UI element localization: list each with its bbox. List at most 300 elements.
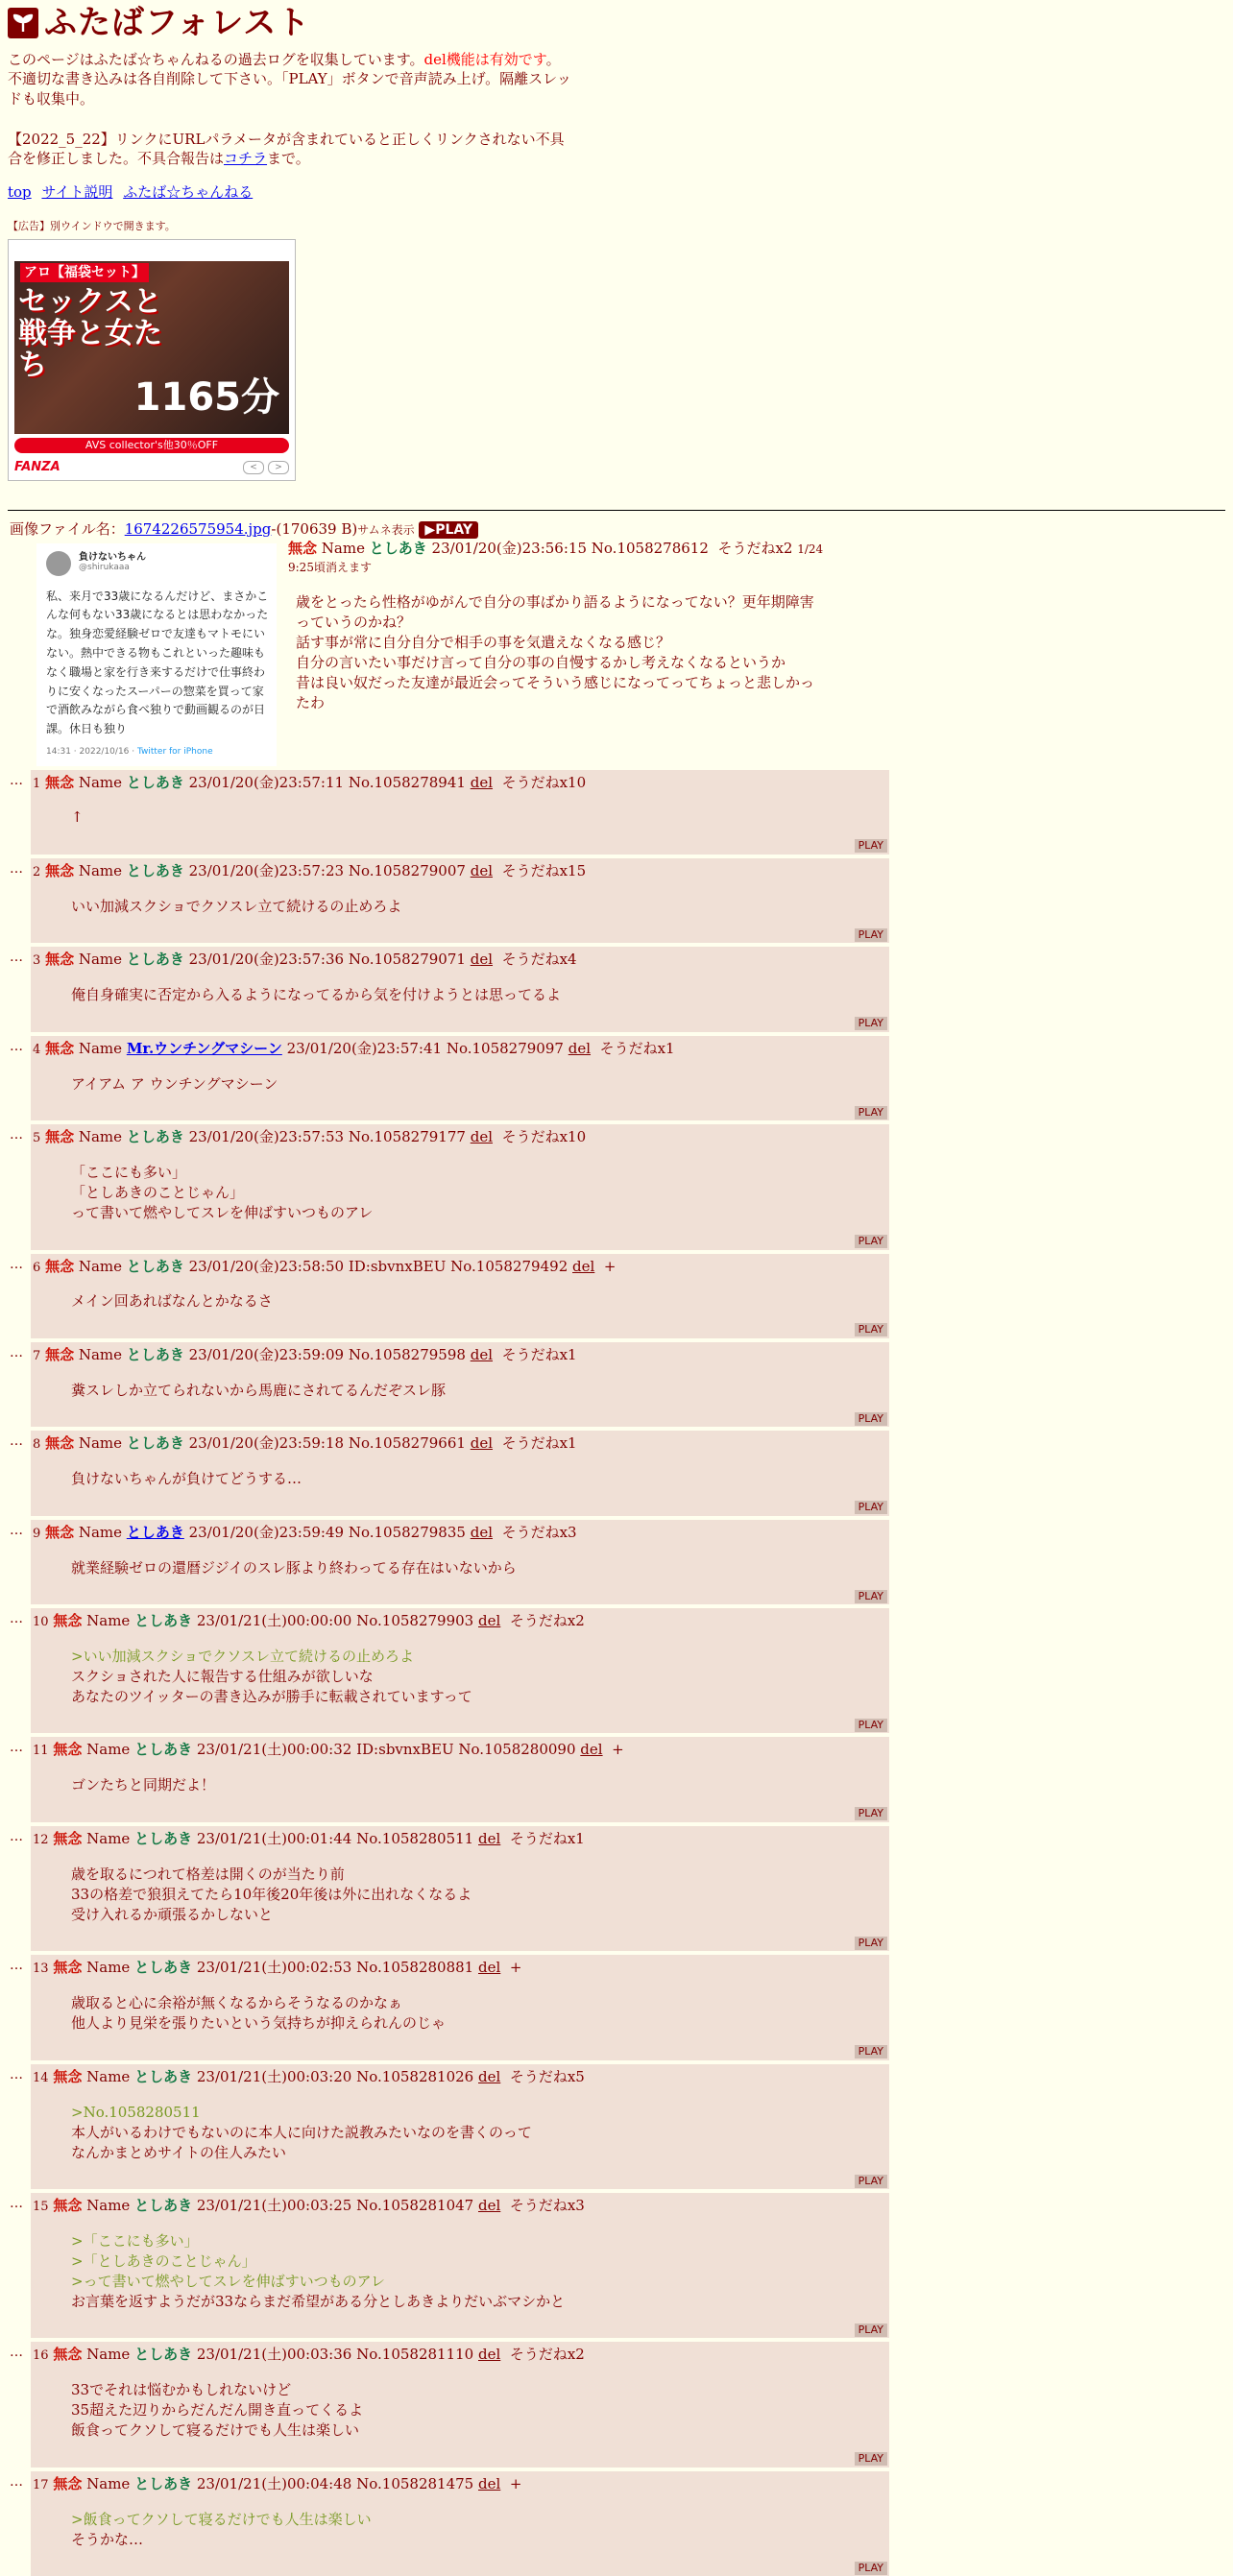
op-text [296,592,824,713]
reply-header [33,1258,887,1277]
reply-post [31,2342,889,2467]
reply-dots: … [10,1256,23,1272]
reply-subject: 無念 [53,1829,83,1847]
reply-post-number: No.1058279007 [348,861,466,879]
reply-number: 8 [33,1437,41,1453]
reply-name-label: Name [86,1959,131,1977]
reply-post [31,1608,889,1733]
reply-subject: 無念 [53,2197,83,2215]
reply-dots: … [10,1344,23,1360]
reply-dots: … [10,1611,23,1627]
play-button[interactable]: PLAY [855,1719,887,1732]
reply-post [31,770,889,855]
tweet-footer [46,747,213,758]
sodane-button[interactable]: + [612,1741,624,1759]
reply-post [31,2471,889,2576]
play-button[interactable]: PLAY [855,1323,887,1336]
reply-number: 17 [33,2477,49,2492]
reply-post [31,1955,889,2059]
reply-subject: 無念 [53,2474,83,2492]
reply-number: 6 [33,1260,41,1275]
reply-line: ↑ [71,808,84,827]
reply-name-label: Name [86,1829,131,1847]
reply-dots: … [10,2066,23,2082]
reply-name: としあき [134,2474,193,2492]
sodane-button[interactable]: そうだねx4 [501,951,577,969]
reply-body [71,1865,887,1925]
reply-date: 23/01/21(土)00:00:32 [196,1741,352,1759]
play-button[interactable]: PLAY [855,1106,887,1119]
reply-line: なんかまとめサイトの住人みたい [71,2143,286,2161]
reply-body [71,2380,887,2441]
quote-line: >「ここにも多い」 [71,2231,199,2250]
play-button[interactable]: PLAY [855,1937,887,1950]
reply-row [8,858,1225,943]
reply-play [33,1497,887,1516]
reply-number: 2 [33,864,41,879]
sodane-button[interactable]: そうだねx2 [509,2346,585,2364]
ad-banner[interactable] [8,239,296,481]
reply-dots: … [10,1740,23,1756]
op-thumbnail[interactable] [36,543,277,766]
reply-body [71,1775,887,1795]
sodane-button[interactable]: そうだねx1 [599,1039,675,1057]
reply-body [71,1163,887,1223]
reply-post [31,1124,889,1249]
reply-body [71,1647,887,1707]
sodane-button[interactable]: + [509,1959,522,1977]
reply-name: としあき [126,1257,184,1275]
reply-row [8,770,1225,855]
reply-name-label: Name [78,1128,123,1146]
nav-futaba-link[interactable]: ふたば☆ちゃんねる [123,183,254,202]
reply-name-label: Name [78,1345,123,1363]
reply-header [33,1830,887,1849]
reply-subject: 無念 [45,1345,75,1363]
reply-line: って書いて燃やしてスレを伸ばすいつものアレ [71,1204,374,1221]
reply-subject: 無念 [45,861,75,879]
reply-name-link[interactable]: Mr.ウンチングマシーン [126,1039,282,1057]
reply-header [33,1346,887,1365]
del-link[interactable]: del [478,2474,501,2492]
reply-row [8,2064,1225,2189]
reply-post [31,1254,889,1338]
reply-line: 飯食ってクソして寝るだけでも人生は楽しい [71,2421,360,2440]
reply-row [8,1124,1225,1249]
reply-line: 受け入れるか頑張るかしないと [71,1905,274,1923]
reply-post-number: No.1058279661 [348,1434,466,1453]
site-title[interactable]: ふたばフォレスト [44,3,311,42]
tweet-time: 14:31 · 2022/10/16 · [46,746,137,757]
reply-play [33,1408,887,1428]
reply-header [33,2475,887,2494]
del-link[interactable]: del [470,773,494,791]
reply-header [33,1040,887,1059]
reply-line: お言葉を返すようだが33ならまだ希望がある分としあきよりだいぶマシかと [71,2292,566,2310]
sodane-button[interactable]: そうだねx2 [509,1612,585,1630]
reply-name-label: Name [86,1612,131,1630]
reply-subject: 無念 [53,2346,83,2364]
reply-header [33,1612,887,1631]
play-button[interactable]: PLAY [855,2175,887,2188]
reply-body [71,1558,887,1578]
reply-play [33,1319,887,1338]
reply-header [33,2346,887,2365]
op-line: 話す事が常に自分自分で相手の事を気遣えなくなる感じ？ [296,633,671,651]
reply-name-link[interactable]: としあき [126,1523,184,1541]
del-link[interactable]: del [470,1523,494,1541]
reply-line: メイン回あればなんとかなるさ [71,1292,273,1311]
tweet-client: Twitter for iPhone [136,746,213,757]
del-link[interactable]: del [478,2346,501,2364]
del-link[interactable]: del [470,951,494,969]
reply-body [71,1291,887,1312]
reply-subject: 無念 [45,1434,75,1453]
del-link[interactable]: del [470,1434,494,1453]
reply-row [8,2471,1225,2576]
play-button[interactable]: PLAY [855,1235,887,1248]
reply-date: 23/01/20(金)23:57:11 [188,773,345,791]
reply-name-label: Name [78,951,123,969]
intro-text: このページはふたば☆ちゃんねるの過去ログを収集しています。 [8,51,424,68]
reply-post-number: No.1058281110 [356,2346,474,2364]
notice-text: 【2022_5_22】リンクにURLパラメータが含まれていると正しくリンクされない不具合を修正しました。不具合報告は [8,130,565,167]
reply-header [33,1524,887,1543]
del-link[interactable]: del [568,1039,592,1057]
del-link[interactable]: del [470,861,494,879]
del-link[interactable]: del [580,1741,603,1759]
reply-header [33,1128,887,1147]
reply-post-number: No.1058280090 [458,1741,576,1759]
tweet-handle: @shirukaaa [79,562,130,572]
reply-row [8,1520,1225,1604]
reply-number: 5 [33,1131,41,1146]
reply-date: 23/01/20(金)23:58:50 [188,1257,345,1275]
del-link[interactable]: del [470,1128,494,1146]
reply-post-number: No.1058278941 [348,773,466,791]
sodane-button[interactable]: そうだねx1 [509,1829,585,1847]
reply-date: 23/01/20(金)23:59:18 [188,1434,345,1453]
reply-line: 「ここにも多い」 [71,1164,187,1181]
op-post [8,540,1225,770]
reply-post [31,2193,889,2338]
play-button[interactable]: PLAY [855,2045,887,2058]
reply-dots: … [10,1522,23,1538]
op-sodane[interactable]: そうだねx2 [717,539,793,557]
reply-post [31,1520,889,1604]
reply-dots: … [10,2345,23,2361]
update-notice [8,130,574,169]
play-button[interactable]: PLAY [855,1590,887,1603]
reply-date: 23/01/20(金)23:59:49 [188,1523,345,1541]
reply-body [71,1381,887,1401]
reply-post-number: No.1058279177 [348,1128,466,1146]
reply-subject: 無念 [53,1741,83,1759]
del-enabled-note: del機能は有効です [423,51,546,68]
reply-name: としあき [126,1434,184,1453]
reply-body [71,807,887,828]
reply-header [33,774,887,793]
play-button[interactable]: PLAY [855,1412,887,1426]
reply-line: ゴンたちと同期だよ！ [71,1776,216,1794]
sodane-button[interactable]: そうだねx1 [501,1434,577,1453]
del-link[interactable]: del [478,1959,501,1977]
reply-name: としあき [134,1612,193,1630]
reply-name-label: Name [86,1741,131,1759]
reply-number: 10 [33,1615,49,1630]
ad-brand-logo: FANZA [14,460,60,475]
reply-post-number: No.1058279903 [356,1612,474,1630]
del-link[interactable]: del [478,2197,501,2215]
sodane-button[interactable]: そうだねx3 [509,2197,585,2215]
reply-line: 歳を取るにつれて格差は開くのが当たり前 [71,1865,345,1883]
sodane-button[interactable]: そうだねx3 [501,1523,577,1541]
del-link[interactable]: del [470,1345,494,1363]
op-body [288,540,826,713]
reply-row [8,2342,1225,2467]
file-link[interactable]: 1674226575954.jpg [124,520,272,539]
divider [8,510,1225,511]
reply-post-number: No.1058279071 [348,951,466,969]
reply-name: としあき [134,1829,193,1847]
quote-line: >「としあきのことじゃん」 [71,2251,256,2270]
ad-cta[interactable]: AVS collector's他30％OFF [14,438,289,453]
sodane-button[interactable]: + [603,1257,616,1275]
reply-header [33,1741,887,1760]
ad-prev-button[interactable]: < [243,461,264,474]
reply-subject: 無念 [45,773,75,791]
reply-play [33,2448,887,2468]
site-header [8,3,1225,42]
play-button[interactable]: PLAY [855,1501,887,1514]
reply-name: としあき [126,1345,184,1363]
reply-body [71,2231,887,2312]
reply-play [33,1231,887,1250]
reply-name: としあき [126,951,184,969]
reply-dots: … [10,1433,23,1450]
reply-row [8,1036,1225,1120]
reply-post-number: No.1058279598 [348,1345,466,1363]
reply-name-label: Name [78,1434,123,1453]
ad-carousel-nav [243,461,289,474]
sodane-button[interactable]: + [509,2474,522,2492]
reply-dots: … [10,1828,23,1844]
reply-post [31,947,889,1031]
op-play-button[interactable] [419,521,478,539]
reply-date: 23/01/21(土)00:01:44 [196,1829,352,1847]
nav-about-link[interactable]: サイト説明 [41,183,113,202]
reply-line: 歳取ると心に余裕が無くなるからそうなるのかなぁ [71,1994,403,2012]
del-link[interactable]: del [478,1829,501,1847]
reply-play [33,1933,887,1952]
reply-line: 「としあきのことじゃん」 [71,1184,245,1201]
reply-number: 14 [33,2070,49,2085]
reply-dots: … [10,860,23,877]
reply-line: 33の格差で狼狽えてたら10年後20年後は外に出れなくなるよ [71,1885,472,1903]
reply-subject: 無念 [53,2067,83,2085]
del-link[interactable]: del [478,2067,501,2085]
reply-play [33,1102,887,1121]
reply-post [31,1431,889,1515]
reply-subject: 無念 [45,1128,75,1146]
reply-row [8,1955,1225,2059]
reply-name: としあき [134,2346,193,2364]
tweet-text: 私、来月で33歳になるんだけど、まさかこんな何もない33歳になるとは思わなかったな。独身恋愛経験ゼロで友達もマトモにいない。熱中できる物もこれといった趣味もなく職場と家を行き来するだけで仕事終わりに安くなったスーパーの惣菜を買って家で酒飲みながら食べ独りで動画観るのが日課。休日も独り [46,589,269,736]
reply-play [33,835,887,855]
play-button[interactable]: PLAY [855,2452,887,2466]
op-header [288,540,826,577]
reply-number: 13 [33,1962,49,1977]
sodane-button[interactable]: そうだねx5 [509,2067,585,2085]
reply-subject: 無念 [45,1523,75,1541]
reply-body [71,985,887,1005]
reply-date: 23/01/20(金)23:57:36 [188,951,345,969]
reply-post-number: No.1058280511 [356,1829,474,1847]
intro-text-rest: 。不適切な書き込みは各自削除して下さい。「PLAY」ボタンで音声読み上げ。隔離スレッドも収集中。 [8,51,571,108]
reply-subject: 無念 [45,1039,75,1057]
play-button[interactable]: PLAY [855,2323,887,2337]
site-intro [8,50,574,108]
reply-row [8,1431,1225,1515]
reply-post-number: No.1058281475 [356,2474,474,2492]
reply-date: 23/01/20(金)23:57:23 [188,861,345,879]
reply-post-number: No.1058281047 [356,2197,474,2215]
reply-post [31,1342,889,1427]
reply-play [33,1586,887,1605]
reply-dots: … [10,2473,23,2490]
reply-name: としあき [126,1128,184,1146]
play-button[interactable]: PLAY [855,839,887,853]
reply-post-number: No.1058280881 [356,1959,474,1977]
reply-post-number: No.1058281026 [356,2067,474,2085]
reply-line: そうかな… [71,2530,144,2548]
reply-name-label: Name [78,1523,123,1541]
ad-image[interactable] [14,261,289,434]
thumb-toggle[interactable]: サムネ表示 [357,523,415,538]
ad-tag: アロ【福袋セット】 [20,263,149,282]
del-link[interactable]: del [572,1257,595,1275]
reply-line: 就業経験ゼロの還暦ジジイのスレ豚より終わってる存在はいないから [71,1558,517,1577]
play-button[interactable]: PLAY [855,928,887,942]
op-name-label: Name [321,539,365,557]
nav-top-link[interactable]: top [8,183,32,202]
avatar [46,551,71,576]
quote-line: >って書いて燃やしてスレを伸ばすいつものアレ [71,2272,385,2290]
reply-subject: 無念 [45,1257,75,1275]
reply-post-number: No.1058279835 [348,1523,466,1541]
reply-name: としあき [126,773,184,791]
sodane-button[interactable]: そうだねx15 [501,861,587,879]
reply-dots: … [10,1038,23,1054]
report-link[interactable]: コチラ [224,150,268,167]
reply-body [71,1993,887,2034]
op-number: No.1058278612 [591,539,709,557]
sodane-button[interactable]: そうだねx1 [501,1345,577,1363]
reply-name: としあき [126,861,184,879]
reply-name-label: Name [86,2067,131,2085]
reply-header [33,862,887,881]
reply-play [33,2171,887,2190]
reply-dots: … [10,2196,23,2212]
reply-post-number: No.1058279097 [446,1039,564,1057]
ad-minutes: 1165分 [133,375,279,421]
del-link[interactable]: del [478,1612,501,1630]
reply-line: 他人より見栄を張りたいという気持ちが抑えられんのじゃ [71,2014,447,2033]
sodane-button[interactable]: そうだねx10 [501,773,587,791]
reply-number: 4 [33,1042,41,1057]
reply-row [8,1826,1225,1951]
reply-body [71,2510,887,2550]
reply-name-label: Name [78,773,123,791]
reply-play [33,2041,887,2060]
reply-subject: 無念 [53,1612,83,1630]
reply-date: 23/01/20(金)23:59:09 [188,1345,345,1363]
reply-row [8,1608,1225,1733]
op-date: 23/01/20(金)23:56:15 [431,539,587,557]
reply-name-label: Name [86,2474,131,2492]
reply-play [33,1803,887,1822]
reply-name-label: Name [78,1039,123,1057]
reply-line: 35超えた辺りからだんだん開き直ってくるよ [71,2401,364,2420]
reply-body [71,897,887,917]
reply-line: いい加減スクショでクソスレ立て続けるの止めろよ [71,897,402,915]
file-info [10,520,1225,540]
reply-name-label: Name [86,2197,131,2215]
play-button[interactable]: PLAY [855,1017,887,1030]
reply-body [71,1469,887,1489]
quote-line: >いい加減スクショでクソスレ立て続けるの止めろよ [71,1647,414,1665]
reply-number: 3 [33,953,41,969]
reply-number: 11 [33,1744,49,1759]
site-logo-icon[interactable] [8,8,38,38]
reply-dots: … [10,1958,23,1974]
reply-play [33,1013,887,1032]
play-button[interactable]: PLAY [855,1807,887,1820]
quote-line: >No.1058280511 [71,2103,201,2121]
reply-dots: … [10,772,23,788]
reply-post-number: No.1058279492 [450,1257,568,1275]
reply-id: ID:sbvnxBEU [348,1257,447,1275]
reply-post [31,1036,889,1120]
reply-date: 23/01/21(土)00:03:36 [196,2346,352,2364]
reply-subject: 無念 [45,951,75,969]
reply-dots: … [10,950,23,966]
ad-label: 【広告】別ウインドウで開きます。 [8,219,176,232]
reply-date: 23/01/21(土)00:00:00 [196,1612,352,1630]
reply-row [8,1737,1225,1821]
tweet-user: 負けないちゃん [79,551,146,563]
reply-id: ID:sbvnxBEU [356,1741,454,1759]
ad-next-button[interactable]: > [268,461,289,474]
reply-date: 23/01/21(土)00:04:48 [196,2474,352,2492]
file-size: -(170639 B) [271,520,358,539]
sodane-button[interactable]: そうだねx10 [501,1128,587,1146]
reply-post [31,858,889,943]
reply-post [31,1737,889,1821]
op-line: 歳をとったら性格がゆがんで自分の事ばかり語るようになってない？更年期障害っていうのかね？ [296,592,814,631]
reply-name: としあき [134,2197,193,2215]
reply-header [33,2197,887,2216]
nav-links [8,183,1225,203]
play-button[interactable]: PLAY [855,2562,887,2575]
reply-row [8,1342,1225,1427]
reply-number: 15 [33,2200,49,2215]
reply-row [8,2193,1225,2338]
reply-number: 16 [33,2348,49,2364]
quote-line: >飯食ってクソして寝るだけでも人生は楽しい [71,2510,372,2528]
op-subject: 無念 [288,539,318,557]
reply-header [33,1959,887,1978]
